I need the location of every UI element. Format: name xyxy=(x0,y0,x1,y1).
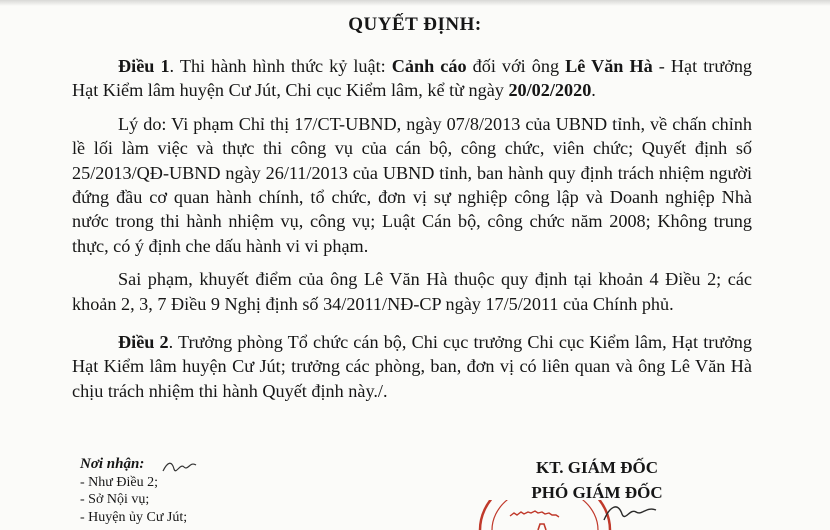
article-1-text-a: . Thi hành hình thức kỷ luật: xyxy=(169,56,392,76)
penalty-type: Cảnh cáo xyxy=(391,56,467,76)
article-1-text-c: - Hạt trưởng Hạt Kiểm lâm huyện Cư Jút, Chi cục Kiểm lâm, kể từ ngày xyxy=(72,56,753,101)
recipient-item: - Sở Nội vụ; xyxy=(80,492,150,507)
signature-line-2: PHÓ GIÁM ĐỐC xyxy=(531,483,663,502)
official-seal-stamp xyxy=(470,500,620,530)
page-top-edge xyxy=(0,0,830,6)
article-1-label: Điều 1 xyxy=(118,56,170,76)
article-1 xyxy=(72,54,752,103)
article-2-label: Điều 2 xyxy=(118,332,169,353)
signature-line-1: KT. GIÁM ĐỐC xyxy=(536,458,658,477)
effective-date: 20/02/2020 xyxy=(508,80,592,101)
article-2-text: . Trưởng phòng Tổ chức cán bộ, Chi cục trưởng Chi cục Kiểm lâm, Hạt trưởng Hạt Kiểm lâm huyện Cư Jút; trưởng các phòng, ban, đơn vị có liên quan và ông Lê Văn Hà chịu trách nhiệm thi hành Quyết định này./. xyxy=(72,332,752,401)
recipient-item: - Như Điều 2; xyxy=(80,474,158,490)
decision-body xyxy=(72,54,752,412)
article-1-text-b: đối với ông xyxy=(466,56,566,76)
recipient-item: - Huyện ủy Cư Jút; xyxy=(80,509,188,525)
person-name: Lê Văn Hà xyxy=(565,56,653,76)
signature-block xyxy=(497,455,697,505)
decision-heading: QUYẾT ĐỊNH: xyxy=(348,14,482,35)
article-1-text-d: . xyxy=(591,80,596,101)
violation-paragraph: Sai phạm, khuyết điểm của ông Lê Văn Hà thuộc quy định tại khoản 4 Điều 2; các khoản 2, 3, 7 Điều 9 Nghị định số 34/2011/NĐ-CP ngày 17/5/2011 của Chính phủ. xyxy=(72,269,752,314)
recipients-title: Nơi nhận: xyxy=(80,456,145,472)
article-2 xyxy=(72,330,752,403)
reason-paragraph: Lý do: Vi phạm Chỉ thị 17/CT-UBND, ngày 07/8/2013 của UBND tỉnh, về chấn chỉnh lề lối làm việc và thực thi công vụ của cán bộ, công chức, viên chức; Quyết định số 25/2013/QĐ-UBND ngày 26/11/2013 của UBND tỉnh, ban hành quy định trách nhiệm người đứng đầu cơ quan hành chính, tổ chức, đơn vị sự nghiệp công lập và Doanh nghiệp Nhà nước trong thi hành nhiệm vụ, công vụ; Luật Cán bộ, công chức năm 2008; Không trung thực, có ý định che dấu hành vi vi phạm. xyxy=(72,113,752,256)
handwritten-initials xyxy=(160,457,200,477)
handwritten-signature xyxy=(600,500,660,524)
